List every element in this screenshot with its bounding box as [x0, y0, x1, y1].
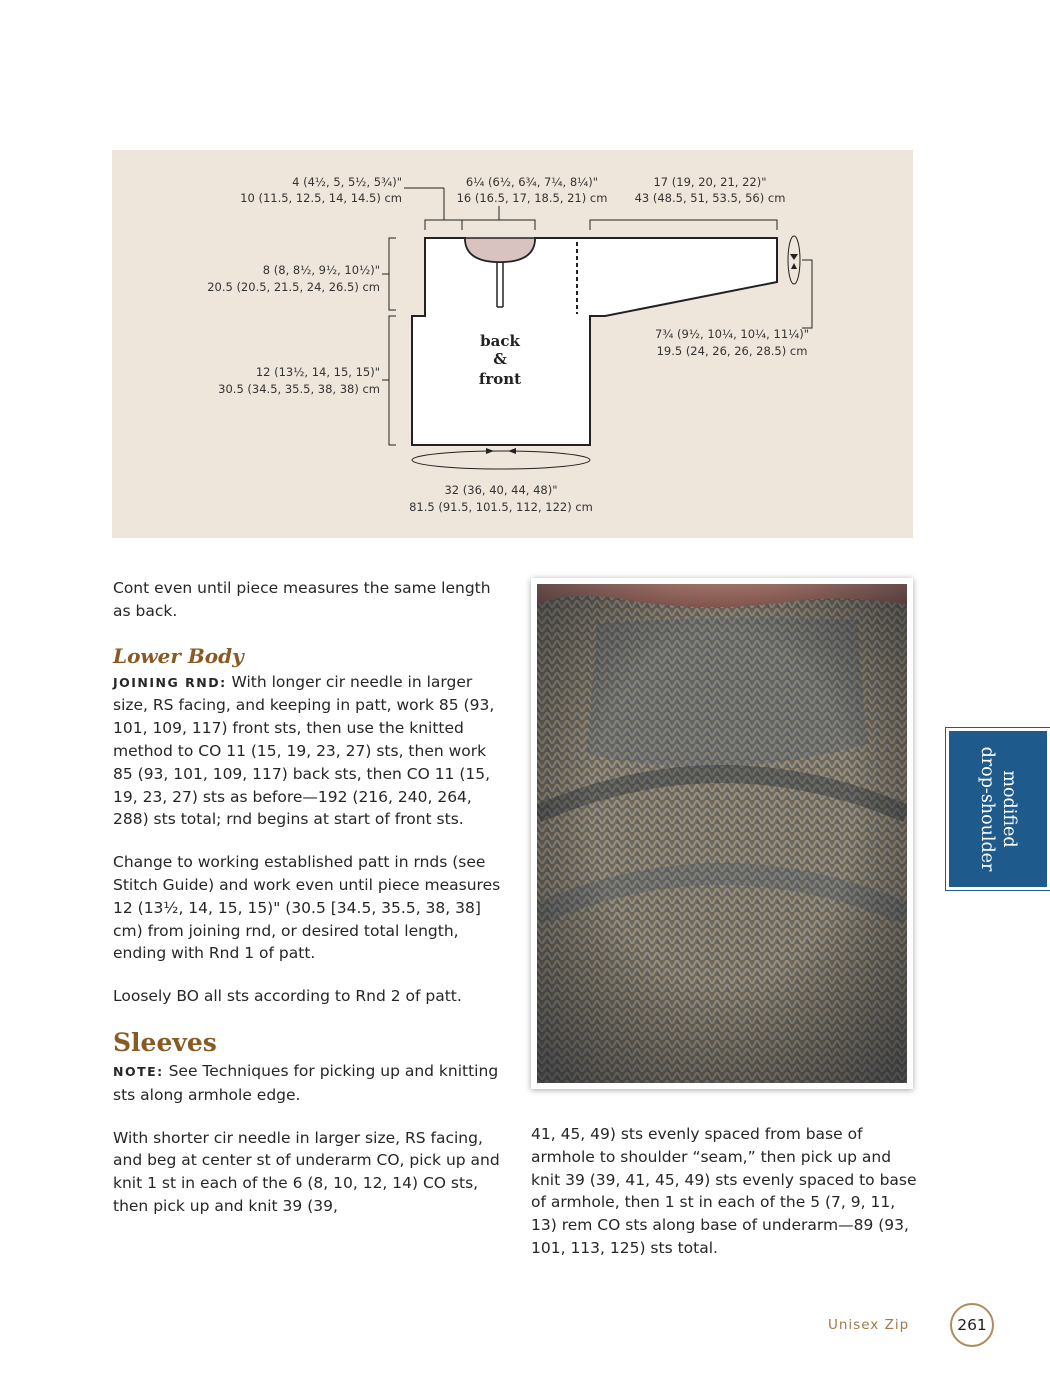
joining-label: JOINING RND: [113, 674, 227, 690]
lower-body-heading: Lower Body [113, 643, 244, 668]
pickup-paragraph: With shorter cir needle in larger size, RS facing, and beg at center st of underarm CO, pick up and knit 1 st in each of the 6 (8, 10, 12, 14) CO sts, then pick up and knit 39 (39, [113, 1128, 500, 1215]
side-tab-line1: modified [999, 770, 1019, 848]
body-length-label-cm: 30.5 (34.5, 35.5, 38, 38) cm [218, 382, 380, 396]
joining-text: With longer cir needle in larger size, RS facing, and keeping in patt, work 85 (93, 101, 109, 117) front sts, then use the knitted method to CO 11 (15, 19, 23, 27) sts, then work 85 (93, 101, 109, 117) back sts, then CO 11 (15, 19, 23, 27) sts as before—192 (216, 240, 264, 288) sts total; rnd begins at start of front sts. [113, 672, 495, 829]
note-text: See Techniques for picking up and knitting sts along armhole edge. [113, 1061, 499, 1104]
section-side-tab [946, 728, 1050, 890]
shoulder-width-label-in: 4 (4½, 5, 5½, 5¾)" [292, 175, 402, 189]
continued-paragraph: 41, 45, 49) sts evenly spaced from base of armhole to shoulder “seam,” then pick up and knit 39 (39, 41, 45, 49) sts evenly spaced to base of armhole, then 1 st in each of the 5 (7, 9, 11, 13) rem CO sts along base of underarm—89 (93, 101, 113, 125) sts total. [531, 1125, 917, 1257]
intro-paragraph: Cont even until piece measures the same length as back. [113, 579, 491, 620]
note-paragraph [113, 1060, 503, 1107]
sweater-photo-frame [531, 578, 913, 1089]
footer-pattern-title: Unisex Zip [828, 1317, 910, 1333]
back-label: back [480, 332, 520, 350]
neck-width-label-cm: 16 (16.5, 17, 18.5, 21) cm [456, 191, 608, 205]
ampersand-label: & [493, 350, 507, 368]
bind-off-paragraph: Loosely BO all sts according to Rnd 2 of patt. [113, 987, 462, 1006]
note-label: NOTE: [113, 1063, 164, 1079]
left-text-column [113, 577, 503, 1238]
sleeve-length-label-in: 17 (19, 20, 21, 22)" [653, 175, 767, 189]
garment-outline [412, 238, 777, 445]
bust-circ-label-in: 32 (36, 40, 44, 48)" [444, 483, 558, 497]
side-tab-line2: drop-shoulder [977, 746, 997, 872]
shoulder-width-label-cm: 10 (11.5, 12.5, 14, 14.5) cm [240, 191, 402, 205]
side-tab-text [976, 747, 1020, 872]
body-length-label-in: 12 (13½, 14, 15, 15)" [255, 365, 380, 379]
change-paragraph: Change to working established patt in rnds (see Stitch Guide) and work even until piece measures 12 (13½, 14, 15, 15)" (30.5 [34.5, 35.5, 38, 38] cm) from joining rnd, or desired total length, ending with Rnd 1 of patt. [113, 853, 501, 963]
sleeve-length-label-cm: 43 (48.5, 51, 53.5, 56) cm [634, 191, 786, 205]
bust-circ-label-cm: 81.5 (91.5, 101.5, 112, 122) cm [409, 500, 593, 514]
sleeves-heading: Sleeves [113, 1027, 217, 1057]
schematic-svg [112, 150, 913, 538]
cuff-circ-label-in: 7¾ (9½, 10¼, 10¼, 11¼)" [654, 327, 810, 341]
sweater-photo [537, 584, 907, 1083]
neck-width-label-in: 6¼ (6½, 6¾, 7¼, 8¼)" [465, 175, 599, 189]
right-text-column [531, 1123, 921, 1280]
cuff-circ-label-cm: 19.5 (24, 26, 26, 28.5) cm [656, 344, 808, 358]
knit-collar-image [537, 584, 907, 1083]
front-label: front [478, 370, 522, 388]
armhole-depth-label-in: 8 (8, 8½, 9½, 10½)" [262, 263, 380, 277]
page-number: 261 [950, 1303, 994, 1347]
armhole-depth-label-cm: 20.5 (20.5, 21.5, 24, 26.5) cm [207, 280, 380, 294]
schematic-diagram [112, 150, 913, 538]
joining-paragraph [113, 671, 503, 832]
